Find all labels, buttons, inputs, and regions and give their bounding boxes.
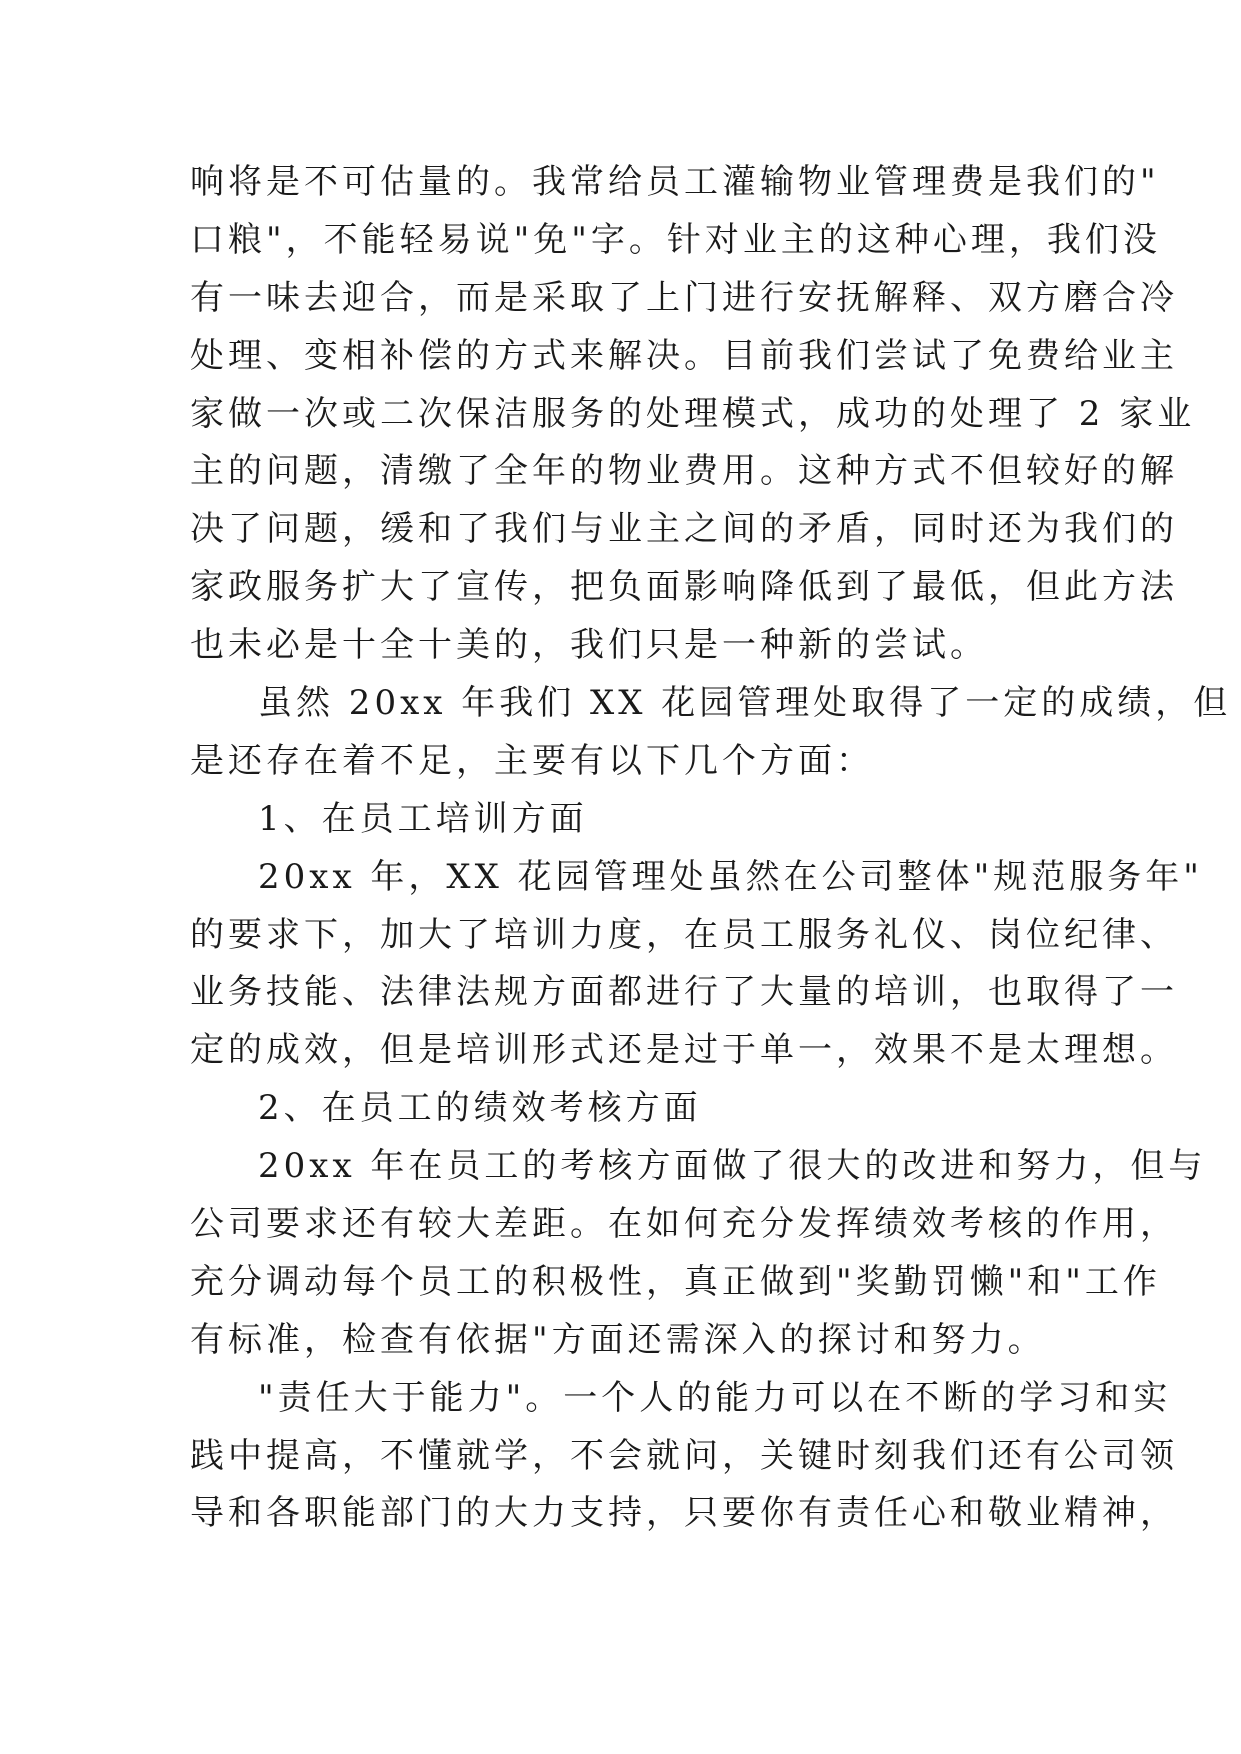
text-line: 主的问题，清缴了全年的物业费用。这种方式不但较好的解: [190, 451, 1178, 492]
text-line: 决了问题，缓和了我们与业主之间的矛盾，同时还为我们的: [190, 509, 1178, 550]
text-line: 是还存在着不足，主要有以下几个方面：: [190, 740, 874, 781]
document-body: [190, 154, 1232, 1543]
text-line: 充分调动每个员工的积极性，真正做到"奖勤罚懒"和"工作: [190, 1261, 1161, 1302]
text-line: 响将是不可估量的。我常给员工灌输物业管理费是我们的": [190, 162, 1160, 202]
text-line: 有一味去迎合，而是采取了上门进行安抚解释、双方磨合冷: [190, 277, 1178, 318]
text-line: 家做一次或二次保洁服务的处理模式，成功的处理了 2 家业: [190, 393, 1196, 434]
text-line: 也未必是十全十美的，我们只是一种新的尝试。: [190, 625, 988, 666]
section-heading: 1、在员工培训方面: [258, 798, 588, 839]
text-line: 处理、变相补偿的方式来解决。目前我们尝试了免费给业主: [190, 335, 1178, 376]
text-line: 有标准，检查有依据"方面还需深入的探讨和努力。: [190, 1319, 1046, 1360]
text-line: 口粮"，不能轻易说"免"字。针对业主的这种心理，我们没: [190, 219, 1161, 260]
text-line: 公司要求还有较大差距。在如何充分发挥绩效考核的作用，: [190, 1204, 1178, 1245]
text-line: 定的成效，但是培训形式还是过于单一，效果不是太理想。: [190, 1030, 1178, 1071]
paragraph-first-line: 虽然 20xx 年我们 XX 花园管理处取得了一定的成绩，但: [258, 683, 1232, 724]
text-line: 的要求下，加大了培训力度，在员工服务礼仪、岗位纪律、: [190, 914, 1178, 955]
paragraph-first-line: 20xx 年，XX 花园管理处虽然在公司整体"规范服务年": [258, 856, 1203, 897]
text-line: 导和各职能部门的大力支持，只要你有责任心和敬业精神，: [190, 1493, 1178, 1534]
paragraph-first-line: 20xx 年在员工的考核方面做了很大的改进和努力，但与: [258, 1146, 1207, 1187]
text-line: 践中提高，不懂就学，不会就问，关键时刻我们还有公司领: [190, 1435, 1178, 1476]
text-line: 业务技能、法律法规方面都进行了大量的培训，也取得了一: [190, 972, 1178, 1013]
text-line: 家政服务扩大了宣传，把负面影响降低到了最低，但此方法: [190, 567, 1178, 608]
paragraph-first-line: "责任大于能力"。一个人的能力可以在不断的学习和实: [258, 1377, 1172, 1418]
section-heading: 2、在员工的绩效考核方面: [258, 1088, 702, 1129]
